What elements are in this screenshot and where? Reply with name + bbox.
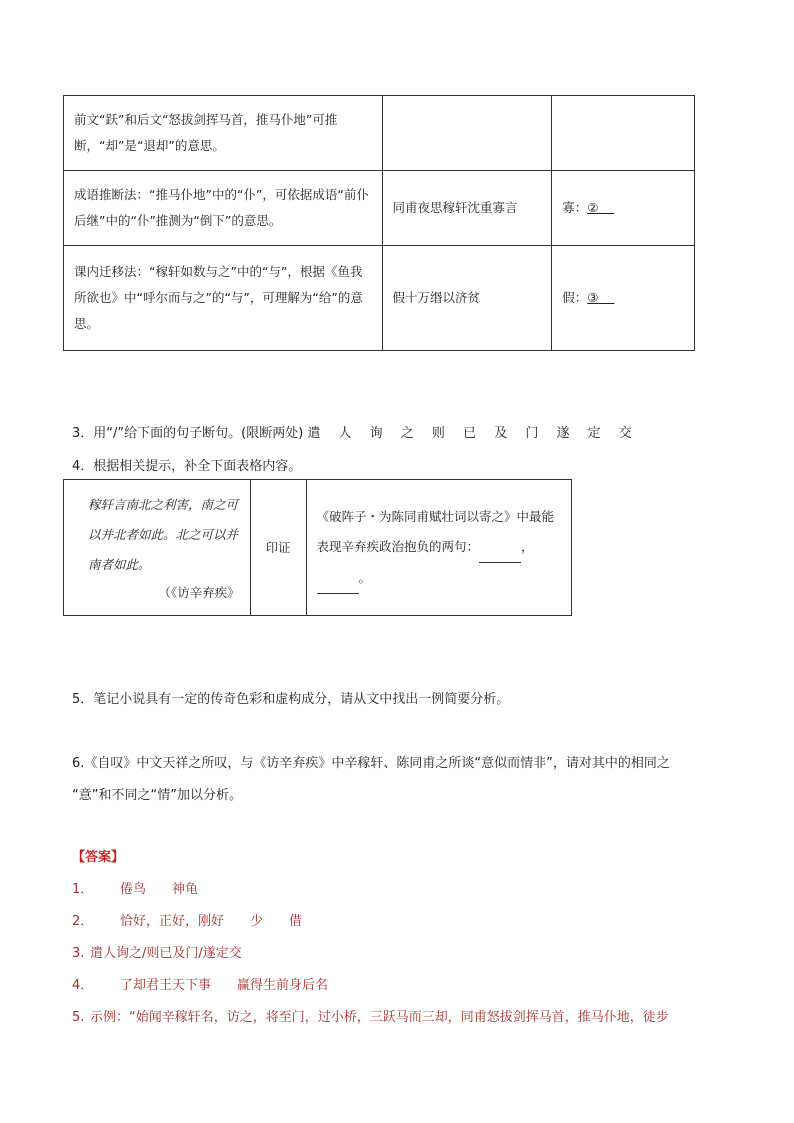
question-6-line2: “意”和不同之“情”加以分析。 xyxy=(72,788,242,803)
method-cell: 课内迁移法：“稼轩如数与之”中的“与”，根据《鱼我所欲也》中“呼尔而与之”的“与”，可理解为“给”的意思。 xyxy=(64,246,383,351)
table-row xyxy=(64,96,695,171)
task-sep: ， xyxy=(521,538,534,554)
answer-num: 1． xyxy=(72,882,94,897)
question-3 xyxy=(72,422,639,441)
question-6-line1: 6.《自叹》中文天祥之所叹，与《访辛弃疾》中辛稼轩、陈同甫之所谈“意似而情非”，请对其中的相同之 xyxy=(72,756,670,771)
task-end: 。 xyxy=(358,569,372,585)
q3-prompt: 3．用“/”给下面的句子断句。(限断两处) xyxy=(72,426,304,441)
answer-blank[interactable] xyxy=(587,290,614,305)
task-cell xyxy=(306,480,571,616)
answer-text: 遣人询之/则已及门/遂定交 xyxy=(90,946,242,961)
answer-cell xyxy=(552,96,695,171)
sentence-cell: 假十万缗以济贫 xyxy=(382,246,552,351)
answer-num: 5. xyxy=(72,1010,85,1025)
answer-num: 3. xyxy=(72,946,85,961)
q3-sentence: 遣 人 询 之 则 已 及 门 遂 定 交 xyxy=(307,426,639,441)
answer-item xyxy=(72,878,198,897)
question-4-prompt: 4．根据相关提示，补全下面表格内容。 xyxy=(72,459,302,474)
answer-text: 恰好，正好，刚好 少 借 xyxy=(120,914,303,929)
answer-blank[interactable] xyxy=(587,200,614,215)
q4-table xyxy=(63,479,572,616)
method-cell: 前文“跃”和后文“怒拔剑挥马首，推马仆地”可推断，“却”是“退却”的意思。 xyxy=(64,96,383,171)
answer-text: 了却君王天下事 赢得生前身后名 xyxy=(120,978,329,993)
answer-text: 倦鸟 神龟 xyxy=(120,882,199,897)
answer-label: 假： xyxy=(562,290,588,305)
sentence-cell: 同甫夜思稼轩沈重寡言 xyxy=(382,171,552,246)
answer-mark: ③ xyxy=(587,290,599,305)
answer-item xyxy=(72,942,242,961)
answer-text: 示例：“始闻辛稼轩名，访之，将至门，过小桥，三跃马而三却，同甫怒拔剑挥马首，推马仆地，徒步 xyxy=(90,1010,669,1025)
answer-item xyxy=(72,1006,669,1025)
answer-num: 2． xyxy=(72,914,94,929)
blank-1[interactable] xyxy=(479,532,521,563)
sentence-cell xyxy=(382,96,552,171)
quote-source: （《访辛弃疾》 xyxy=(158,584,240,600)
quote-cell xyxy=(64,480,251,616)
table-row xyxy=(64,480,572,616)
blank-2[interactable] xyxy=(317,563,359,594)
answer-item xyxy=(72,974,328,993)
answer-item xyxy=(72,910,302,929)
answer-num: 4． xyxy=(72,978,94,993)
quote-text: 稼轩言南北之利害，南之可以并北者如此。北之可以并南者如此。 xyxy=(88,496,239,572)
middle-cell: 印证 xyxy=(250,480,306,616)
table-row xyxy=(64,246,695,351)
answer-label: 寡： xyxy=(562,200,588,215)
method-table xyxy=(63,95,695,351)
task-text: 《破阵子・为陈同甫赋壮词以寄之》中最能表现辛弃疾政治抱负的两句： xyxy=(316,508,555,554)
answer-mark: ② xyxy=(587,200,599,215)
answer-title: 【答案】 xyxy=(72,850,125,865)
question-5: 5．笔记小说具有一定的传奇色彩和虚构成分，请从文中找出一例简要分析。 xyxy=(72,692,510,707)
table-row xyxy=(64,171,695,246)
answer-cell xyxy=(552,246,695,351)
method-cell: 成语推断法：“推马仆地”中的“仆”，可依据成语“前仆后继”中的“仆”推测为“倒下”的意思。 xyxy=(64,171,383,246)
answer-cell xyxy=(552,171,695,246)
